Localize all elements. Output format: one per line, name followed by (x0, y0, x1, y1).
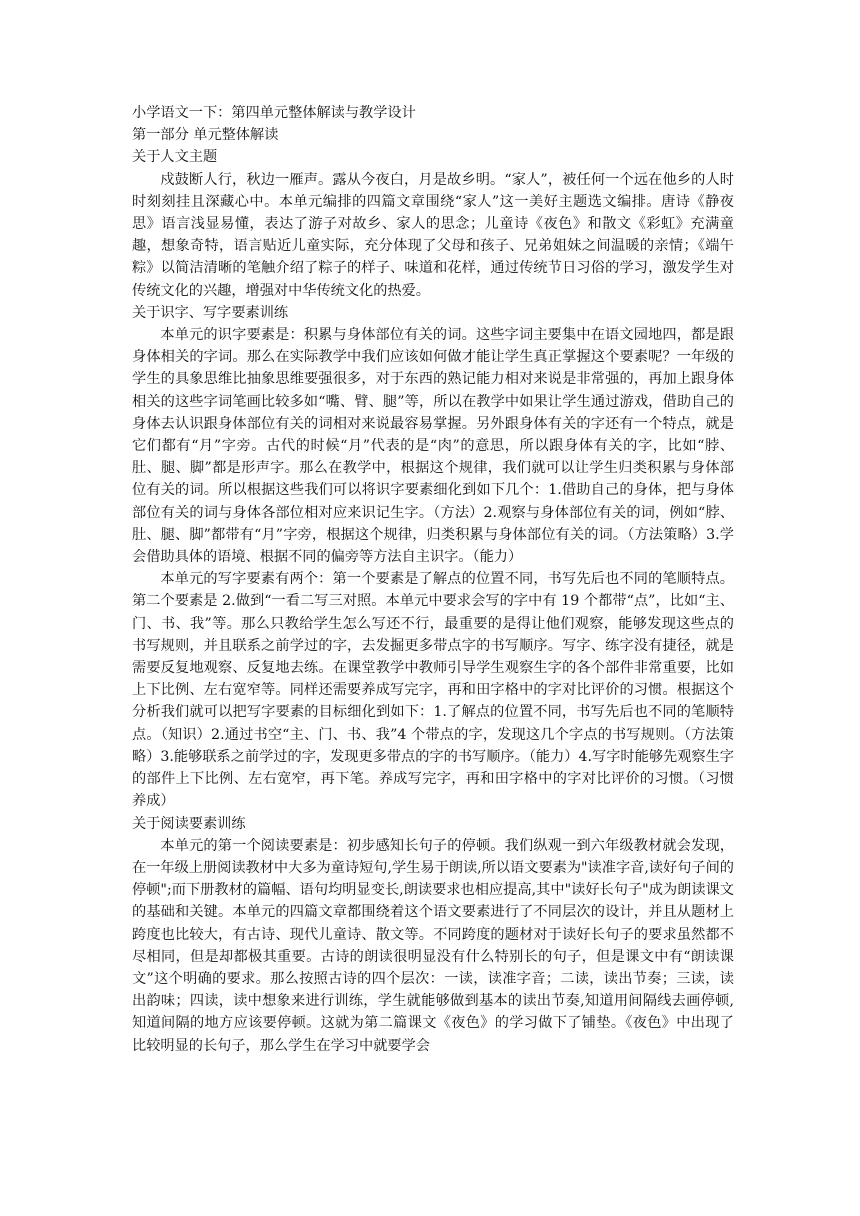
document-title: 小学语文一下：第四单元整体解读与教学设计 (132, 105, 416, 121)
document-page (132, 102, 734, 1057)
section-heading-reading: 关于阅读要素训练 (132, 815, 246, 832)
paragraph-writing: 本单元的写字要素有两个：第一个要素是了解点的位置不同，书写先后也不同的笔顺特点。第二个要素是 2.做到“一看二写三对照。本单元中要求会写的字中有 19 个都带“点”，比如“主、门、书、我”等。那么只教给学生怎么写还不行，最重要的是得让他们观察，能够发现这些点的书写规则，并且联系之前学过的字，去发掘更多带点字的书写顺序。写字、练字没有捷径，就是需要反复地观察、反复地去练。在课堂教学中教师引导学生观察生字的各个部件非常重要，比如上下比例、左右宽窄等。同样还需要养成写完字，再和田字格中的字对比评价的习惯。根据这个分析我们就可以把写字要素的目标细化到如下：1.了解点的位置不同，书写先后也不同的笔顺特点。（知识）2.通过书空“主、门、书、我”4 个带点的字，发现这几个字点的书写规则。（方法策略）3.能够联系之前学过的字，发现更多带点的字的书写顺序。（能力）4.写字时能够先观察生字的部件上下比例、左右宽窄，再下笔。养成写完字，再和田字格中的字对比评价的习惯。（习惯养成） (132, 571, 734, 810)
part-heading: 第一部分 单元整体解读 (132, 127, 279, 144)
paragraph-humanities: 戍鼓断人行，秋边一雁声。露从今夜白，月是故乡明。“家人”，被任何一个远在他乡的人时时刻刻挂且深藏心中。本单元编排的四篇文章围绕“家人”这一美好主题选文编排。唐诗《静夜思》语言浅显易懂，表达了游子对故乡、家人的思念；儿童诗《夜色》和散文《彩虹》充满童趣，想象奇特，语言贴近儿童实际，充分体现了父母和孩子、兄弟姐妹之间温暖的亲情；《端午粽》以简洁清晰的笔触介绍了粽子的样子、味道和花样，通过传统节日习俗的学习，激发学生对传统文化的兴趣，增强对中华传统文化的热爱。 (132, 171, 734, 299)
paragraph-reading: 本单元的第一个阅读要素是：初步感知长句子的停顿。我们纵观一到六年级教材就会发现，在一年级上册阅读教材中大多为童诗短句,学生易于朗读,所以语文要素为"读准字音,读好句子间的停顿";而下册教材的篇幅、语句均明显变长,朗读要求也相应提高,其中"读好长句子"成为朗读课文的基础和关键。本单元的四篇文章都围绕着这个语文要素进行了不同层次的设计，并且从题材上跨度也比较大，有古诗、现代儿童诗、散文等。不同跨度的题材对于读好长句子的要求虽然都不尽相同，但是却都极其重要。古诗的朗读很明显没有什么特别长的句子，但是课文中有“朗读课文”这个明确的要求。那么按照古诗的四个层次：一读，读准字音；二读，读出节奏；三读，读出韵味；四读，读中想象来进行训练，学生就能够做到基本的读出节奏,知道用间隔线去画停顿,知道间隔的地方应该要停顿。这就为第二篇课文《夜色》的学习做下了铺垫。《夜色》中出现了比较明显的长句子，那么学生在学习中就要学会 (132, 837, 734, 1054)
paragraph-recognition: 本单元的识字要素是：积累与身体部位有关的词。这些字词主要集中在语文园地四，都是跟身体相关的字词。那么在实际教学中我们应该如何做才能让学生真正掌握这个要素呢？一年级的学生的具象思维比抽象思维要强很多，对于东西的熟记能力相对来说是非常强的，再加上跟身体相关的这些字词笔画比较多如“嘴、臂、腿”等，所以在教学中如果让学生通过游戏，借助自己的身体去认识跟身体部位有关的词相对来说最容易掌握。另外跟身体有关的字还有一个特点，就是它们都有“月”字旁。古代的时候“月”代表的是“肉”的意思，所以跟身体有关的字，比如“脖、肚、腿、脚”都是形声字。那么在教学中，根据这个规律，我们就可以让学生归类积累与身体部位有关的词。所以根据这些我们可以将识字要素细化到如下几个：1.借助自己的身体，把与身体部位有关的词与身体各部位相对应来识记生字。（方法）2.观察与身体部位有关的词，例如“脖、肚、腿、脚”都带有“月”字旁，根据这个规律，归类积累与身体部位有关的词。（方法策略）3.学会借助具体的语境、根据不同的偏旁等方法自主识字。（能力） (132, 327, 734, 566)
section-heading-literacy: 关于识字、写字要素训练 (132, 304, 289, 321)
section-heading-humanities: 关于人文主题 (132, 149, 218, 166)
